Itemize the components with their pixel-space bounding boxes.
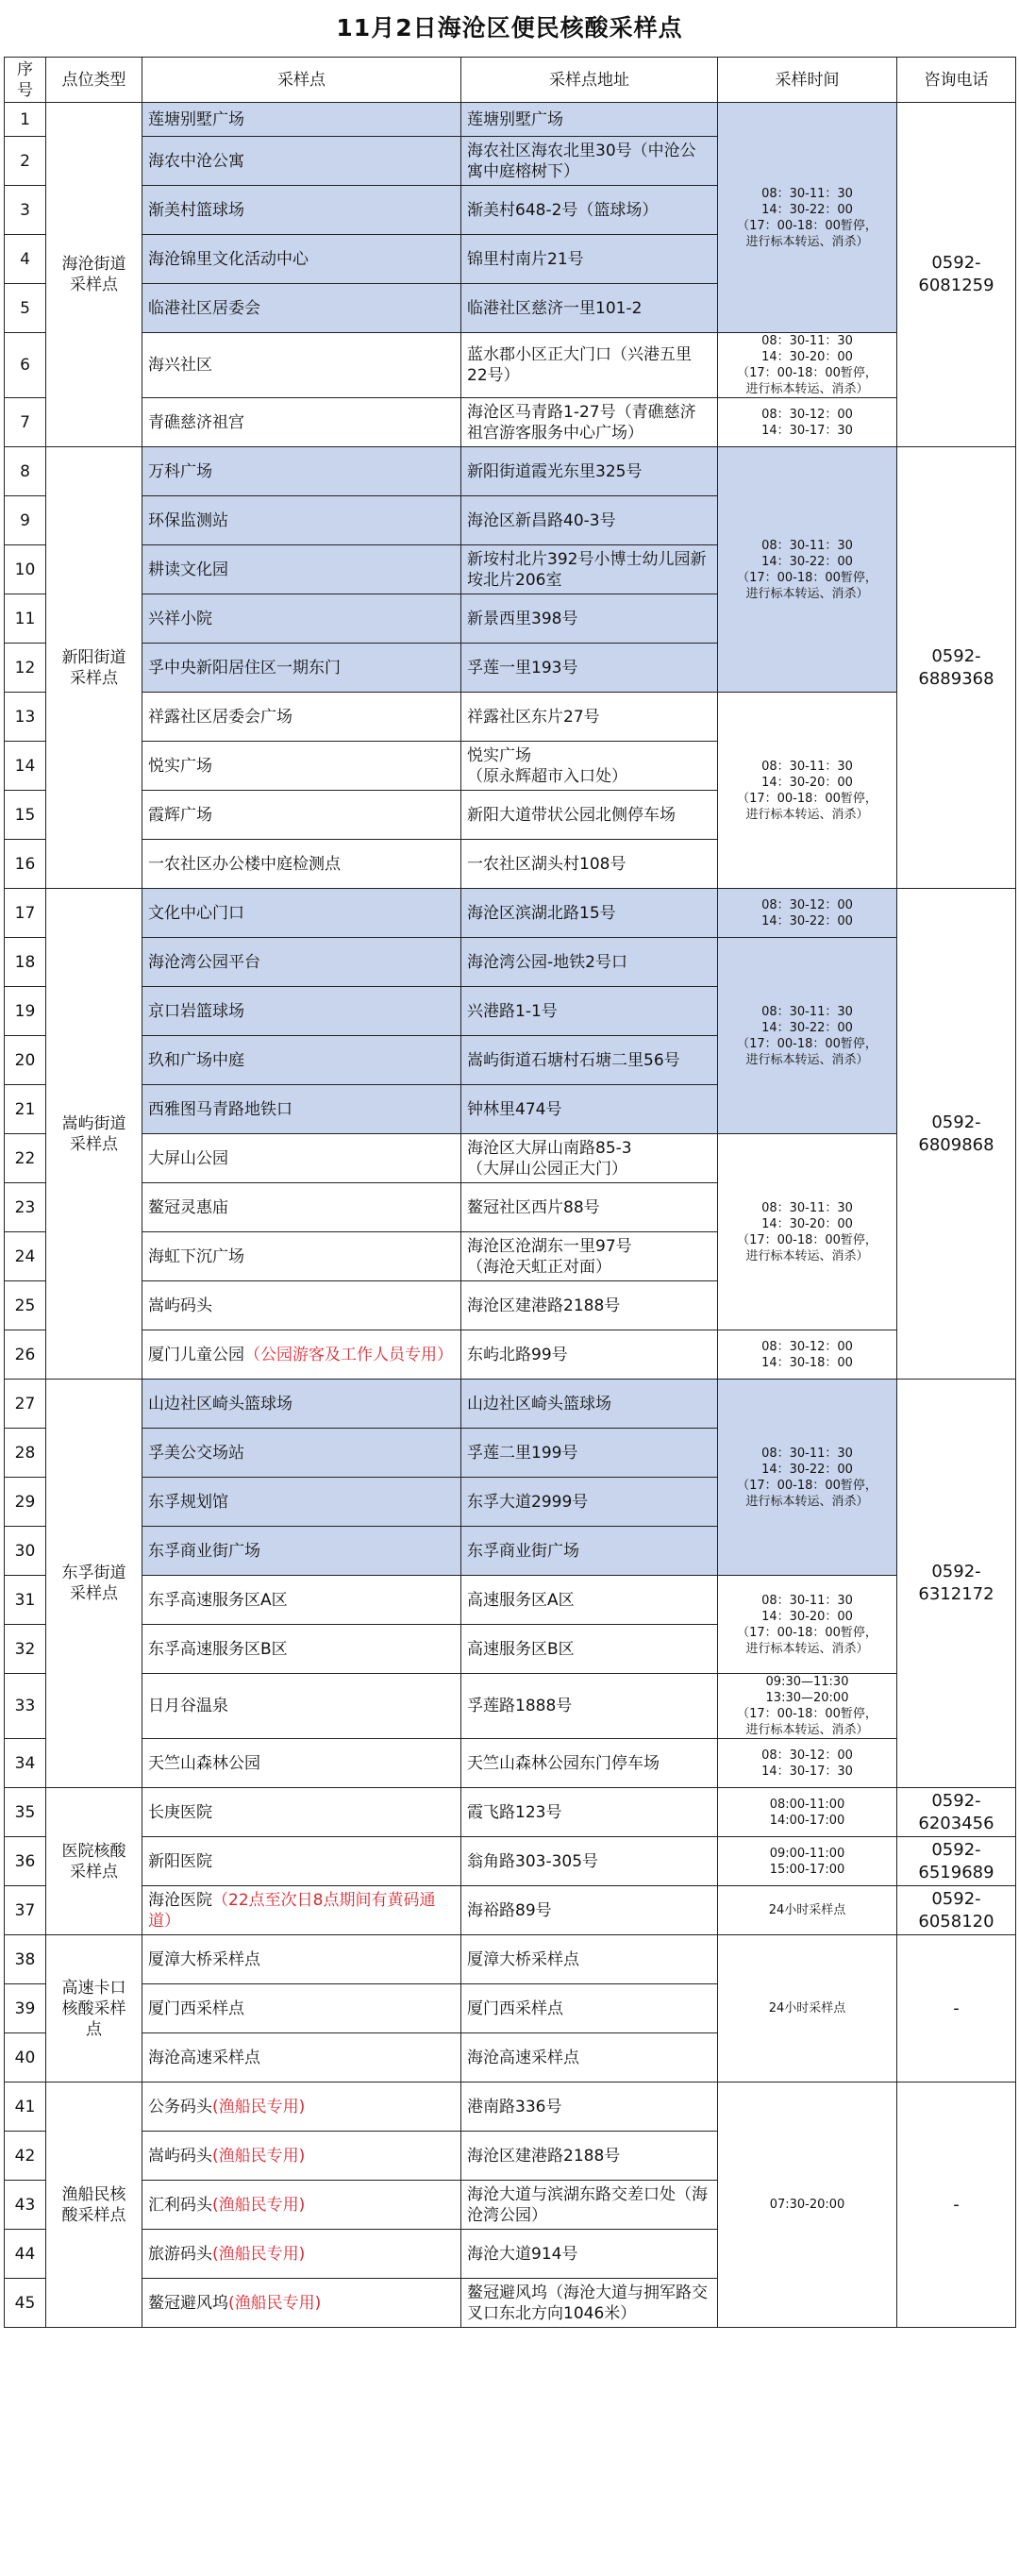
point-type: 海沧街道 采样点 — [46, 103, 142, 447]
site-address: 山边社区崎头篮球场 — [461, 1380, 718, 1429]
site-address: 蓝水郡小区正大门口（兴港五里22号） — [461, 333, 718, 398]
site-name: 兴祥小院 — [142, 594, 461, 644]
row-number: 31 — [5, 1576, 46, 1625]
site-address: 港南路336号 — [461, 2083, 718, 2132]
sampling-time: 08：30-11：30 14：30-20：00 （17：00-18：00暂停， 进行标本转运、消杀） — [718, 693, 897, 889]
row-number: 4 — [5, 235, 46, 284]
site-address: 海沧大道与滨湖东路交差口处（海沧湾公园） — [461, 2181, 718, 2230]
site-address: 厦漳大桥采样点 — [461, 1935, 718, 1984]
sampling-time: 07:30-20:00 — [718, 2083, 897, 2328]
site-name: 海沧高速采样点 — [142, 2033, 461, 2083]
header-no: 序号 — [5, 58, 46, 103]
site-name: 长庚医院 — [142, 1788, 461, 1837]
site-name: 孚中央新阳居住区一期东门 — [142, 644, 461, 693]
site-name: 天竺山森林公园 — [142, 1739, 461, 1788]
site-name: 一农社区办公楼中庭检测点 — [142, 840, 461, 889]
site-address: 新阳街道霞光东里325号 — [461, 447, 718, 496]
header-site: 采样点 — [142, 58, 461, 103]
site-name: 海沧锦里文化活动中心 — [142, 235, 461, 284]
sampling-time: 08：30-11：30 14：30-22：00 （17：00-18：00暂停， 进行标本转运、消杀） — [718, 447, 897, 693]
site-address: 海沧区滨湖北路15号 — [461, 889, 718, 938]
site-name: 海沧湾公园平台 — [142, 938, 461, 987]
site-name: 公务码头(渔船民专用) — [142, 2083, 461, 2132]
site-address: 东孚商业街广场 — [461, 1527, 718, 1576]
row-number: 20 — [5, 1036, 46, 1085]
site-name: 文化中心门口 — [142, 889, 461, 938]
row-number: 6 — [5, 333, 46, 398]
site-name: 日月谷温泉 — [142, 1674, 461, 1739]
contact-phone: 0592- 6203456 — [897, 1788, 1016, 1837]
row-number: 24 — [5, 1232, 46, 1281]
site-name: 西雅图马青路地铁口 — [142, 1085, 461, 1134]
table-row — [5, 693, 1016, 742]
site-address: 海沧湾公园-地铁2号口 — [461, 938, 718, 987]
site-address: 海沧大道914号 — [461, 2230, 718, 2279]
sampling-time: 08：30-11：30 14：30-22：00 （17：00-18：00暂停， 进行标本转运、消杀） — [718, 938, 897, 1134]
contact-phone: 0592- 6058120 — [897, 1886, 1016, 1935]
point-type: 嵩屿街道 采样点 — [46, 889, 142, 1380]
row-number: 9 — [5, 496, 46, 545]
row-number: 35 — [5, 1788, 46, 1837]
row-number: 42 — [5, 2132, 46, 2181]
row-number: 36 — [5, 1837, 46, 1886]
table-row — [5, 103, 1016, 137]
sampling-time: 08：30-12：00 14：30-18：00 — [718, 1330, 897, 1380]
site-name: 大屏山公园 — [142, 1134, 461, 1183]
row-number: 30 — [5, 1527, 46, 1576]
row-number: 11 — [5, 594, 46, 644]
site-note: (渔船民专用) — [212, 2146, 306, 2166]
row-number: 44 — [5, 2230, 46, 2279]
site-address: 孚莲二里199号 — [461, 1429, 718, 1478]
point-type: 医院核酸 采样点 — [46, 1788, 142, 1935]
sampling-time: 08：30-12：00 14：30-17：30 — [718, 1739, 897, 1788]
site-address: 海农社区海农北里30号（中沧公寓中庭榕树下） — [461, 137, 718, 186]
table-row — [5, 1330, 1016, 1380]
site-address: 海沧区大屏山南路85-3 （大屏山公园正大门） — [461, 1134, 718, 1183]
row-number: 1 — [5, 103, 46, 137]
table-row — [5, 938, 1016, 987]
header-phone: 咨询电话 — [897, 58, 1016, 103]
site-address: 孚莲路1888号 — [461, 1674, 718, 1739]
site-name: 鳌冠避风坞(渔船民专用) — [142, 2279, 461, 2328]
sampling-time: 08：30-11：30 14：30-22：00 （17：00-18：00暂停， 进行标本转运、消杀） — [718, 103, 897, 333]
row-number: 28 — [5, 1429, 46, 1478]
site-address: 海裕路89号 — [461, 1886, 718, 1935]
site-address: 悦实广场 （原永辉超市入口处） — [461, 742, 718, 791]
row-number: 37 — [5, 1886, 46, 1935]
site-name: 嵩屿码头(渔船民专用) — [142, 2132, 461, 2181]
row-number: 40 — [5, 2033, 46, 2083]
table-row — [5, 1837, 1016, 1886]
page-title: 11月2日海沧区便民核酸采样点 — [336, 14, 683, 42]
site-name: 海沧医院（22点至次日8点期间有黄码通道） — [142, 1886, 461, 1935]
row-number: 7 — [5, 398, 46, 447]
row-number: 12 — [5, 644, 46, 693]
row-number: 23 — [5, 1183, 46, 1232]
site-address: 新阳大道带状公园北侧停车场 — [461, 791, 718, 840]
header-type: 点位类型 — [46, 58, 142, 103]
site-name: 东孚商业街广场 — [142, 1527, 461, 1576]
point-type: 高速卡口 核酸采样 点 — [46, 1935, 142, 2083]
site-address: 海沧区建港路2188号 — [461, 1281, 718, 1330]
row-number: 34 — [5, 1739, 46, 1788]
row-number: 2 — [5, 137, 46, 186]
site-name: 悦实广场 — [142, 742, 461, 791]
site-address: 一农社区湖头村108号 — [461, 840, 718, 889]
site-address: 高速服务区A区 — [461, 1576, 718, 1625]
contact-phone: 0592- 6081259 — [897, 103, 1016, 447]
site-address: 新垵村北片392号小博士幼儿园新垵北片206室 — [461, 545, 718, 594]
site-address: 厦门西采样点 — [461, 1984, 718, 2033]
sampling-time: 08：30-12：00 14：30-17：30 — [718, 398, 897, 447]
site-address: 东屿北路99号 — [461, 1330, 718, 1380]
site-address: 嵩屿街道石塘村石塘二里56号 — [461, 1036, 718, 1085]
sampling-time: 08：30-11：30 14：30-20：00 （17：00-18：00暂停， 进行标本转运、消杀） — [718, 1576, 897, 1674]
row-number: 13 — [5, 693, 46, 742]
site-address: 锦里村南片21号 — [461, 235, 718, 284]
site-name: 海虹下沉广场 — [142, 1232, 461, 1281]
row-number: 38 — [5, 1935, 46, 1984]
site-address: 鳌冠社区西片88号 — [461, 1183, 718, 1232]
point-type: 新阳街道 采样点 — [46, 447, 142, 889]
site-name: 渐美村篮球场 — [142, 186, 461, 235]
site-name: 莲塘别墅广场 — [142, 103, 461, 137]
site-address: 海沧区新昌路40-3号 — [461, 496, 718, 545]
site-name: 玖和广场中庭 — [142, 1036, 461, 1085]
table-row — [5, 1935, 1016, 1984]
header-row — [5, 58, 1016, 103]
site-name: 环保监测站 — [142, 496, 461, 545]
site-address: 鳌冠避风坞（海沧大道与拥军路交叉口东北方向1046米） — [461, 2279, 718, 2328]
table-row — [5, 1886, 1016, 1935]
site-name: 京口岩篮球场 — [142, 987, 461, 1036]
site-address: 翁角路303-305号 — [461, 1837, 718, 1886]
row-number: 5 — [5, 284, 46, 333]
site-name: 鳌冠灵惠庙 — [142, 1183, 461, 1232]
row-number: 33 — [5, 1674, 46, 1739]
site-name: 临港社区居委会 — [142, 284, 461, 333]
site-name: 青礁慈济祖宫 — [142, 398, 461, 447]
site-address: 临港社区慈济一里101-2 — [461, 284, 718, 333]
site-address: 海沧高速采样点 — [461, 2033, 718, 2083]
sampling-time: 09:00-11:00 15:00-17:00 — [718, 1837, 897, 1886]
site-address: 高速服务区B区 — [461, 1625, 718, 1674]
table-row — [5, 1134, 1016, 1183]
row-number: 22 — [5, 1134, 46, 1183]
site-name: 山边社区崎头篮球场 — [142, 1380, 461, 1429]
site-address: 渐美村648-2号（篮球场） — [461, 186, 718, 235]
table-row — [5, 1674, 1016, 1739]
sampling-time: 09:30—11:30 13:30—20:00 （17：00-18：00暂停， 进行标本转运、消杀） — [718, 1674, 897, 1739]
row-number: 18 — [5, 938, 46, 987]
site-address: 孚莲一里193号 — [461, 644, 718, 693]
sampling-time: 24小时采样点 — [718, 1886, 897, 1935]
row-number: 32 — [5, 1625, 46, 1674]
site-note: (渔船民专用) — [212, 2097, 306, 2116]
site-address: 海沧区马青路1-27号（青礁慈济祖宫游客服务中心广场） — [461, 398, 718, 447]
site-note: （公园游客及工作人员专用） — [244, 1345, 453, 1364]
header-address: 采样点地址 — [461, 58, 718, 103]
site-address: 海沧区沧湖东一里97号 （海沧天虹正对面） — [461, 1232, 718, 1281]
point-type: 渔船民核 酸采样点 — [46, 2083, 142, 2328]
table-row — [5, 447, 1016, 496]
site-name: 厦漳大桥采样点 — [142, 1935, 461, 1984]
site-address: 兴港路1-1号 — [461, 987, 718, 1036]
table-row — [5, 889, 1016, 938]
row-number: 10 — [5, 545, 46, 594]
site-address: 天竺山森林公园东门停车场 — [461, 1739, 718, 1788]
site-name: 嵩屿码头 — [142, 1281, 461, 1330]
row-number: 27 — [5, 1380, 46, 1429]
site-address: 钟林里474号 — [461, 1085, 718, 1134]
site-name: 霞辉广场 — [142, 791, 461, 840]
sampling-time: 24小时采样点 — [718, 1935, 897, 2083]
contact-phone: 0592- 6519689 — [897, 1837, 1016, 1886]
site-name: 东孚规划馆 — [142, 1478, 461, 1527]
table-row — [5, 1788, 1016, 1837]
row-number: 29 — [5, 1478, 46, 1527]
site-address: 海沧区建港路2188号 — [461, 2132, 718, 2181]
site-name: 万科广场 — [142, 447, 461, 496]
table-row — [5, 1576, 1016, 1625]
row-number: 17 — [5, 889, 46, 938]
site-note: (渔船民专用) — [212, 2195, 306, 2215]
row-number: 45 — [5, 2279, 46, 2328]
sampling-time: 08：30-11：30 14：30-20：00 （17：00-18：00暂停， 进行标本转运、消杀） — [718, 333, 897, 398]
sampling-time: 08：30-11：30 14：30-22：00 （17：00-18：00暂停， 进行标本转运、消杀） — [718, 1380, 897, 1576]
point-type: 东孚街道 采样点 — [46, 1380, 142, 1788]
header-time: 采样时间 — [718, 58, 897, 103]
table-row — [5, 333, 1016, 398]
site-name: 祥露社区居委会广场 — [142, 693, 461, 742]
site-address: 祥露社区东片27号 — [461, 693, 718, 742]
site-address: 新景西里398号 — [461, 594, 718, 644]
row-number: 15 — [5, 791, 46, 840]
row-number: 19 — [5, 987, 46, 1036]
row-number: 39 — [5, 1984, 46, 2033]
table-row — [5, 1739, 1016, 1788]
row-number: 43 — [5, 2181, 46, 2230]
table-row — [5, 2083, 1016, 2132]
row-number: 25 — [5, 1281, 46, 1330]
site-name: 孚美公交场站 — [142, 1429, 461, 1478]
site-name: 海农中沧公寓 — [142, 137, 461, 186]
site-name: 厦门儿童公园（公园游客及工作人员专用） — [142, 1330, 461, 1380]
site-name: 厦门西采样点 — [142, 1984, 461, 2033]
contact-phone: 0592- 6889368 — [897, 447, 1016, 889]
site-note: (渔船民专用) — [228, 2293, 322, 2313]
site-address: 莲塘别墅广场 — [461, 103, 718, 137]
site-name: 旅游码头(渔船民专用) — [142, 2230, 461, 2279]
site-name: 汇利码头(渔船民专用) — [142, 2181, 461, 2230]
contact-phone: - — [897, 2083, 1016, 2328]
row-number: 26 — [5, 1330, 46, 1380]
row-number: 16 — [5, 840, 46, 889]
sampling-time: 08：30-12：00 14：30-22：00 — [718, 889, 897, 938]
contact-phone: - — [897, 1935, 1016, 2083]
row-number: 14 — [5, 742, 46, 791]
site-address: 东孚大道2999号 — [461, 1478, 718, 1527]
site-name: 海兴社区 — [142, 333, 461, 398]
row-number: 21 — [5, 1085, 46, 1134]
row-number: 3 — [5, 186, 46, 235]
site-note: （22点至次日8点期间有黄码通道） — [148, 1890, 436, 1931]
table-row — [5, 398, 1016, 447]
sampling-table — [4, 57, 1016, 2328]
row-number: 8 — [5, 447, 46, 496]
site-name: 新阳医院 — [142, 1837, 461, 1886]
site-name: 耕读文化园 — [142, 545, 461, 594]
sampling-time: 08：30-11：30 14：30-20：00 （17：00-18：00暂停， 进行标本转运、消杀） — [718, 1134, 897, 1330]
contact-phone: 0592- 6312172 — [897, 1380, 1016, 1788]
site-name: 东孚高速服务区A区 — [142, 1576, 461, 1625]
row-number: 41 — [5, 2083, 46, 2132]
contact-phone: 0592- 6809868 — [897, 889, 1016, 1380]
site-address: 霞飞路123号 — [461, 1788, 718, 1837]
table-row — [5, 1380, 1016, 1429]
sampling-time: 08:00-11:00 14:00-17:00 — [718, 1788, 897, 1837]
site-note: (渔船民专用) — [212, 2244, 306, 2264]
site-name: 东孚高速服务区B区 — [142, 1625, 461, 1674]
